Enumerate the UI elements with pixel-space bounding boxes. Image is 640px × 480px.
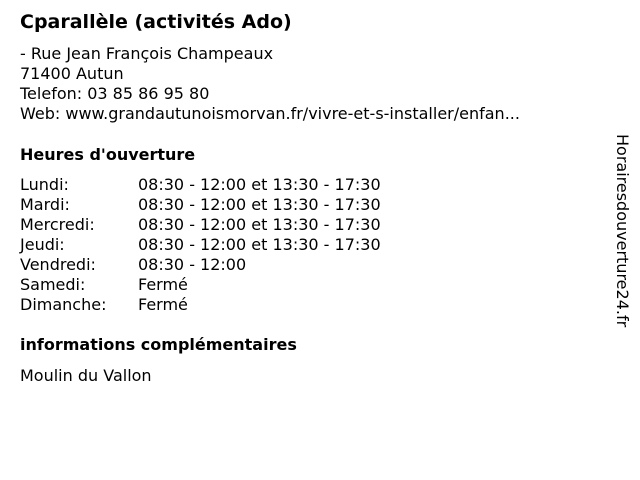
day-hours: 08:30 - 12:00 et 13:30 - 17:30 [138, 215, 381, 234]
additional-info-heading: informations complémentaires [20, 335, 297, 354]
day-hours: 08:30 - 12:00 [138, 255, 247, 274]
day-label: Dimanche: [20, 295, 107, 314]
city-address: 71400 Autun [20, 64, 124, 83]
day-label: Jeudi: [20, 235, 65, 254]
day-label: Samedi: [20, 275, 86, 294]
day-hours: Fermé [138, 275, 188, 294]
day-label: Mardi: [20, 195, 70, 214]
day-label: Vendredi: [20, 255, 96, 274]
place-title: Cparallèle (activités Ado) [20, 11, 292, 33]
watermark-text: Horairesdouverture24.fr [613, 134, 632, 328]
day-label: Lundi: [20, 175, 69, 194]
opening-hours-heading: Heures d'ouverture [20, 145, 196, 164]
street-address: - Rue Jean François Champeaux [20, 44, 274, 63]
day-label: Mercredi: [20, 215, 95, 234]
day-hours: 08:30 - 12:00 et 13:30 - 17:30 [138, 235, 381, 254]
additional-info-text: Moulin du Vallon [20, 366, 152, 385]
watermark [611, 134, 633, 344]
phone-number: Telefon: 03 85 86 95 80 [20, 84, 210, 103]
day-hours: 08:30 - 12:00 et 13:30 - 17:30 [138, 175, 381, 194]
day-hours: Fermé [138, 295, 188, 314]
day-hours: 08:30 - 12:00 et 13:30 - 17:30 [138, 195, 381, 214]
address-block [20, 44, 520, 124]
website-link[interactable]: Web: www.grandautunoismorvan.fr/vivre-et-s-installer/enfan... [20, 104, 520, 123]
